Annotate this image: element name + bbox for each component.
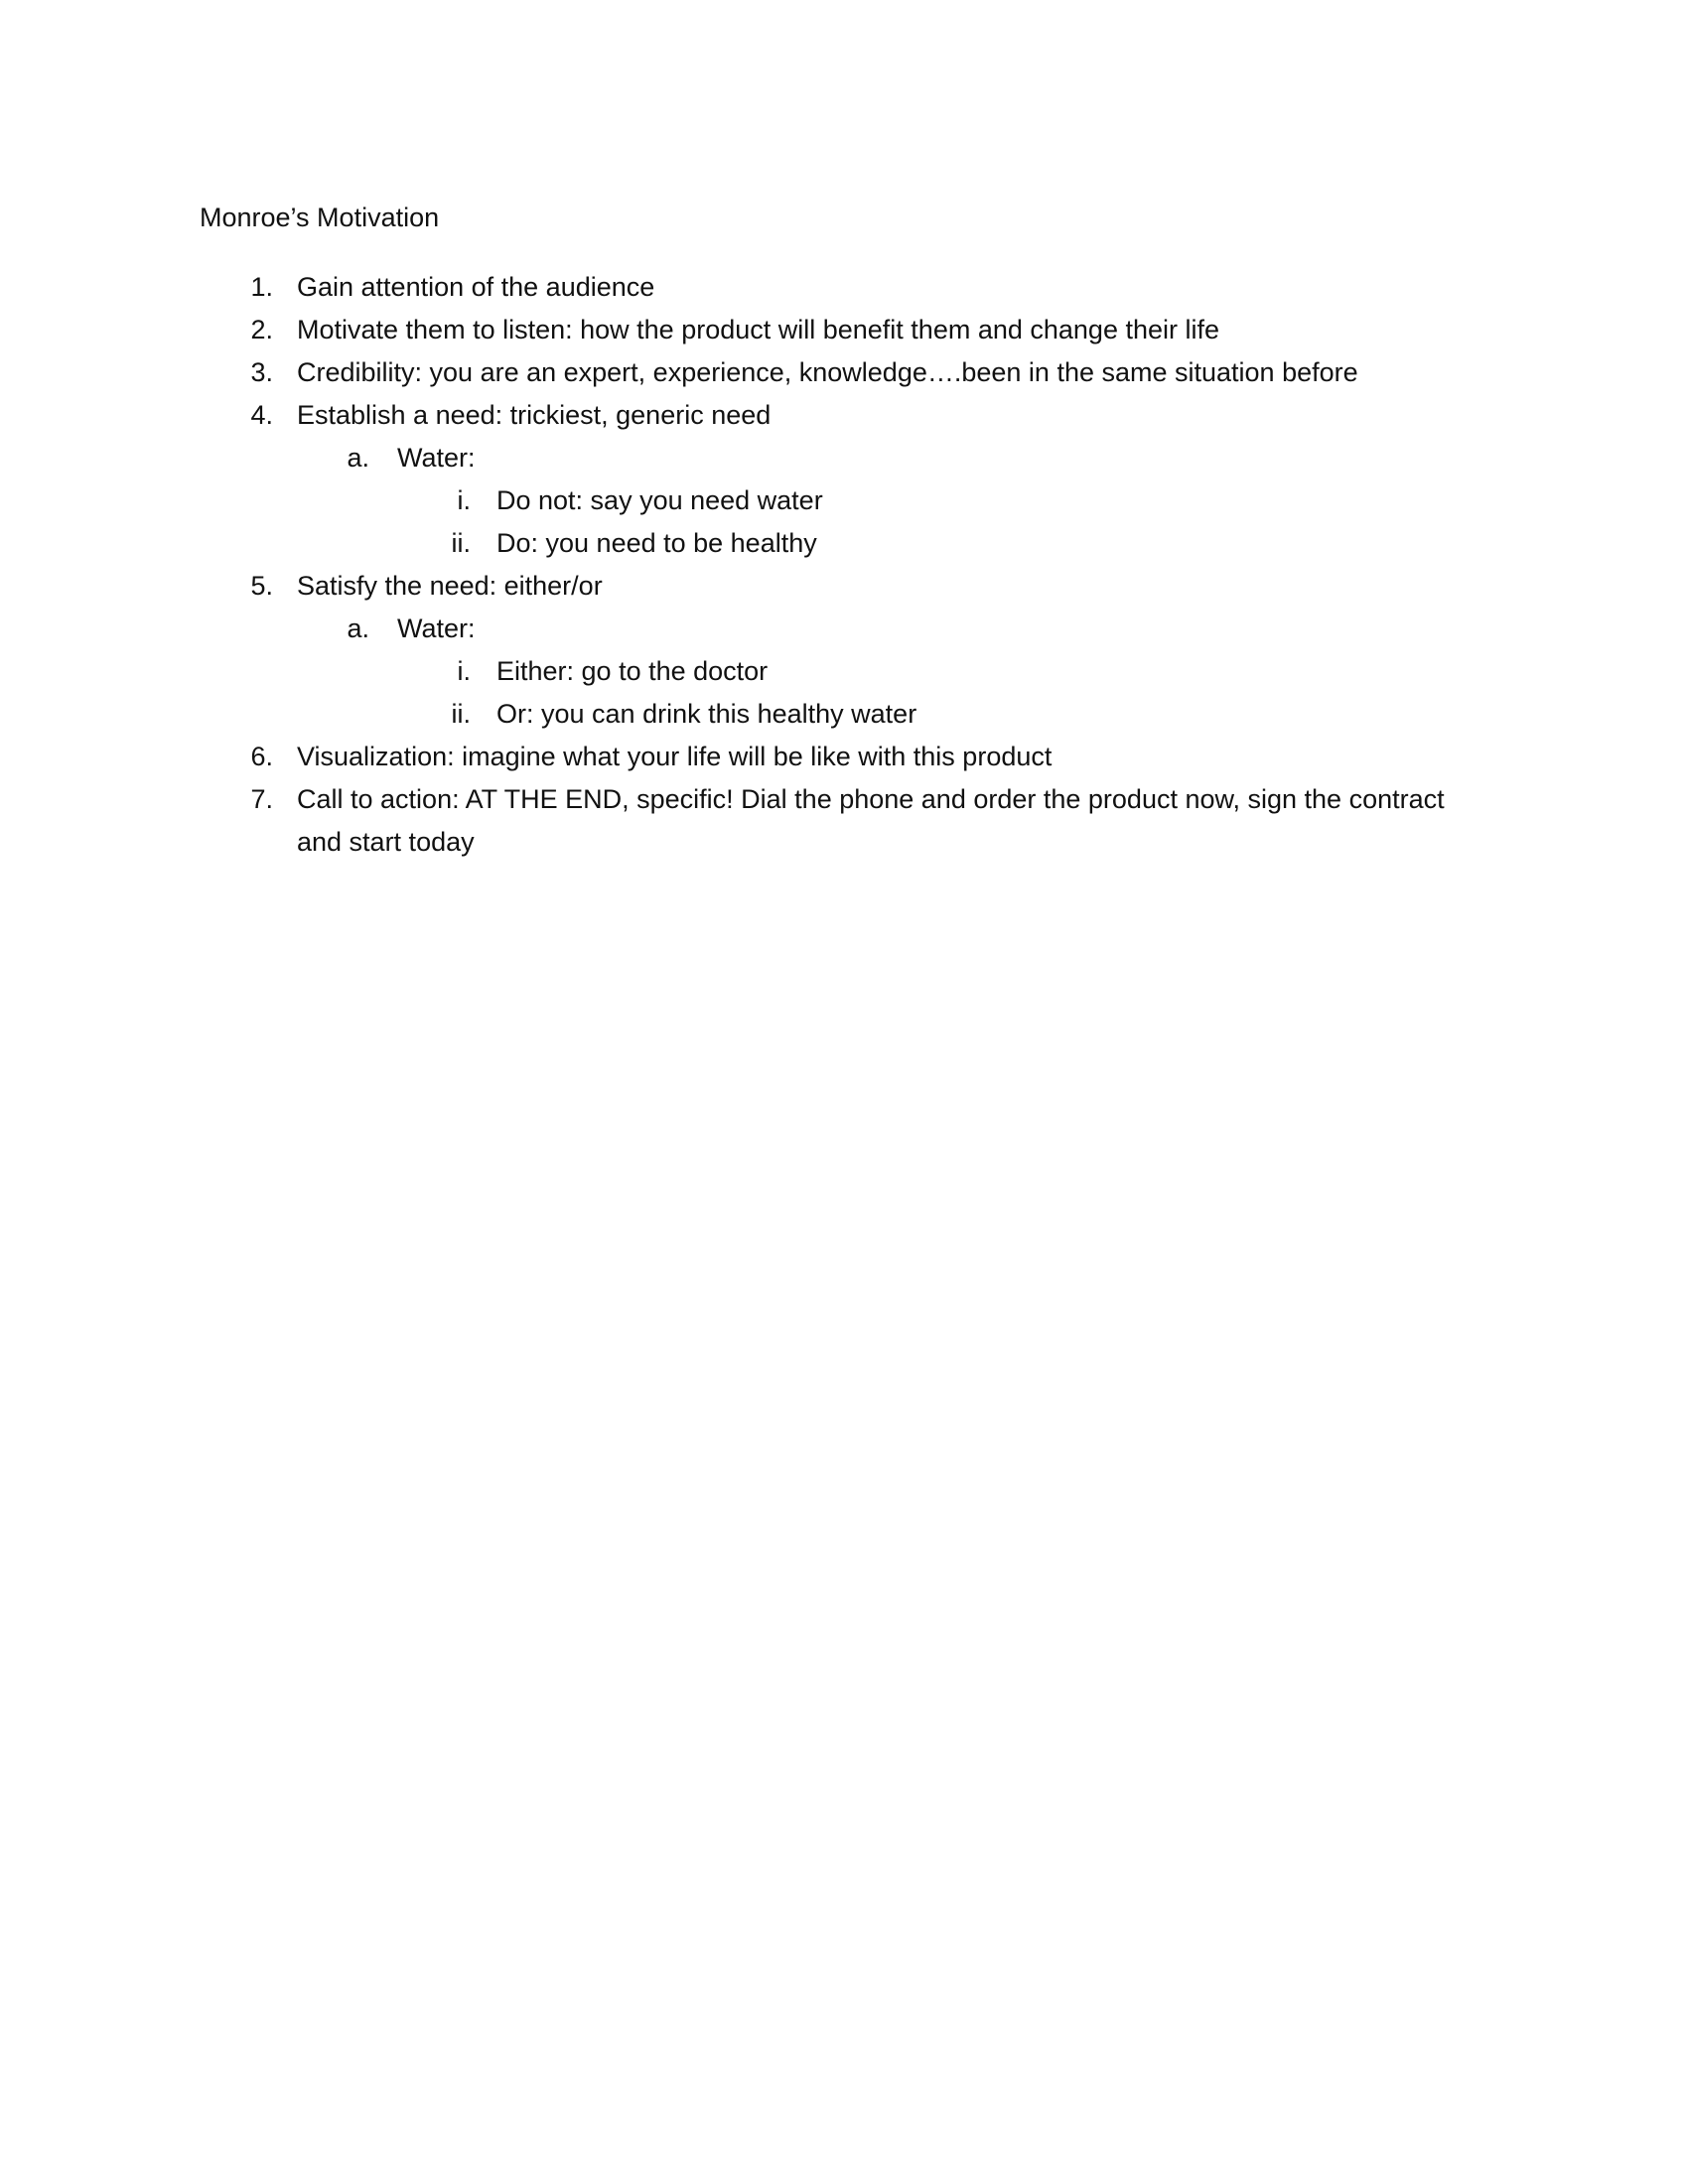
list-item-marker: 4. bbox=[250, 400, 273, 430]
list-item-text: Visualization: imagine what your life will be like with this product bbox=[297, 742, 1053, 771]
list-item-marker: 3. bbox=[250, 357, 273, 387]
list-item-marker: 1. bbox=[250, 272, 273, 302]
sub-item-text: Water: bbox=[397, 443, 476, 473]
list-item-text: Establish a need: trickiest, generic need bbox=[297, 400, 772, 430]
sub-item-marker: a. bbox=[347, 443, 369, 473]
sub-item-marker: a. bbox=[347, 614, 369, 643]
list-item-continuation: and start today bbox=[297, 827, 475, 857]
document-title: Monroe’s Motivation bbox=[200, 203, 440, 232]
list-item-text: Credibility: you are an expert, experience, knowledge….been in the same situation before bbox=[297, 357, 1358, 387]
list-item-marker: 6. bbox=[250, 742, 273, 771]
sub-sub-item-marker: ii. bbox=[451, 528, 471, 558]
list-item-text: Call to action: AT THE END, specific! Dial the phone and order the product now, sign the contract bbox=[297, 784, 1445, 814]
sub-sub-item-marker: ii. bbox=[451, 699, 471, 729]
sub-sub-item-marker: i. bbox=[457, 656, 471, 686]
list-item-text: Gain attention of the audience bbox=[297, 272, 655, 302]
list-item-marker: 5. bbox=[250, 571, 273, 601]
sub-sub-item-text: Or: you can drink this healthy water bbox=[496, 699, 917, 729]
sub-sub-item-marker: i. bbox=[457, 485, 471, 515]
sub-sub-item-text: Do not: say you need water bbox=[496, 485, 823, 515]
sub-sub-item-text: Either: go to the doctor bbox=[496, 656, 769, 686]
list-item-marker: 2. bbox=[250, 315, 273, 344]
sub-sub-item-text: Do: you need to be healthy bbox=[496, 528, 817, 558]
list-item-text: Motivate them to listen: how the product will benefit them and change their life bbox=[297, 315, 1220, 344]
list-item-text: Satisfy the need: either/or bbox=[297, 571, 603, 601]
list-item-marker: 7. bbox=[250, 784, 273, 814]
sub-item-text: Water: bbox=[397, 614, 476, 643]
